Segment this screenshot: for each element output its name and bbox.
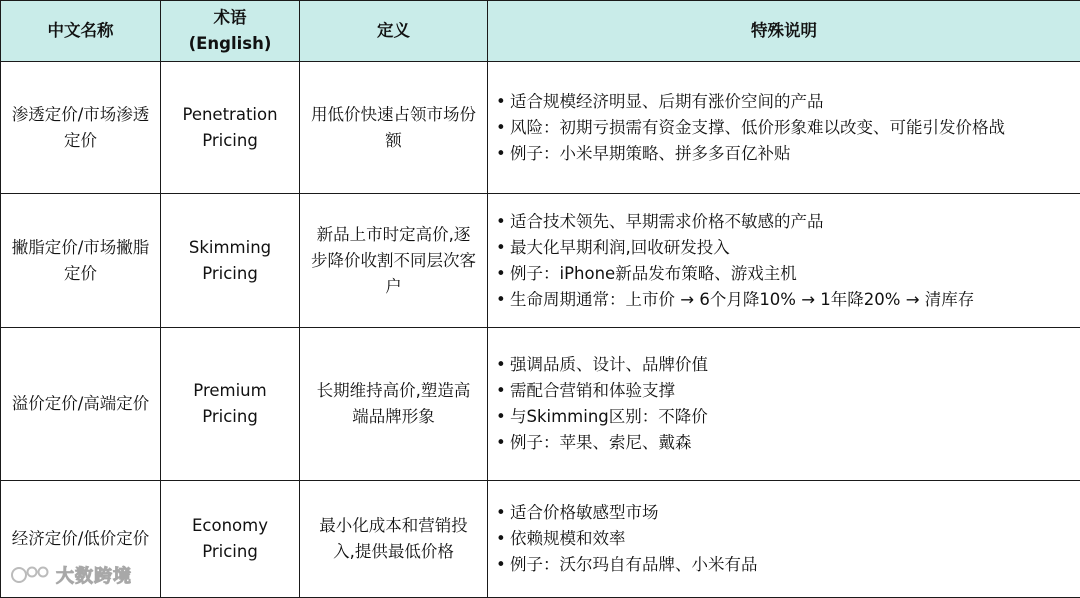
note-item: • 例子：iPhone新品发布策略、游戏主机 xyxy=(496,261,1070,287)
table-row xyxy=(1,194,1080,328)
cell-chinese-name: 经济定价/低价定价 xyxy=(1,481,161,598)
cell-definition: 用低价快速占领市场份额 xyxy=(300,62,488,194)
table-body xyxy=(1,62,1080,598)
note-item: • 适合规模经济明显、后期有涨价空间的产品 xyxy=(496,89,1070,115)
note-item: • 生命周期通常：上市价 → 6个月降10% → 1年降20% → 清库存 xyxy=(496,287,1070,313)
header-definition: 定义 xyxy=(300,1,488,62)
cell-english-term: Skimming Pricing xyxy=(161,194,300,328)
cell-chinese-name: 撇脂定价/市场撇脂定价 xyxy=(1,194,161,328)
watermark-text: 大数跨境 xyxy=(56,562,132,588)
table-row xyxy=(1,62,1080,194)
notes-list xyxy=(496,352,1070,456)
note-item: • 最大化早期利润,回收研发投入 xyxy=(496,235,1070,261)
cell-english-term: Economy Pricing xyxy=(161,481,300,598)
note-item: • 适合价格敏感型市场 xyxy=(496,500,1070,526)
cell-definition: 最小化成本和营销投入,提供最低价格 xyxy=(300,481,488,598)
note-item: • 依赖规模和效率 xyxy=(496,526,1070,552)
cell-notes xyxy=(488,194,1080,328)
cell-definition: 长期维持高价,塑造高端品牌形象 xyxy=(300,328,488,481)
cell-chinese-name: 溢价定价/高端定价 xyxy=(1,328,161,481)
note-item: • 例子：苹果、索尼、戴森 xyxy=(496,430,1070,456)
cell-english-term: Premium Pricing xyxy=(161,328,300,481)
cell-notes xyxy=(488,62,1080,194)
note-item: • 风险：初期亏损需有资金支撑、低价形象难以改变、可能引发价格战 xyxy=(496,115,1070,141)
table-header xyxy=(1,1,1080,62)
brand-logo-icon xyxy=(10,564,52,586)
header-special-notes: 特殊说明 xyxy=(488,1,1080,62)
notes-list xyxy=(496,209,1070,313)
table-row xyxy=(1,328,1080,481)
table-row xyxy=(1,481,1080,598)
cell-chinese-name: 渗透定价/市场渗透定价 xyxy=(1,62,161,194)
header-row xyxy=(1,1,1080,62)
note-item: • 需配合营销和体验支撑 xyxy=(496,378,1070,404)
cell-notes xyxy=(488,481,1080,598)
note-item: • 与Skimming区别：不降价 xyxy=(496,404,1070,430)
note-item: • 例子：沃尔玛自有品牌、小米有品 xyxy=(496,552,1070,578)
notes-list xyxy=(496,89,1070,167)
note-item: • 强调品质、设计、品牌价值 xyxy=(496,352,1070,378)
cell-english-term: Penetration Pricing xyxy=(161,62,300,194)
notes-list xyxy=(496,500,1070,578)
watermark xyxy=(10,562,132,588)
header-chinese-name: 中文名称 xyxy=(1,1,161,62)
cell-definition: 新品上市时定高价,逐步降价收割不同层次客户 xyxy=(300,194,488,328)
cell-notes xyxy=(488,328,1080,481)
note-item: • 例子：小米早期策略、拼多多百亿补贴 xyxy=(496,141,1070,167)
header-english-term: 术语 (English) xyxy=(161,1,300,62)
note-item: • 适合技术领先、早期需求价格不敏感的产品 xyxy=(496,209,1070,235)
